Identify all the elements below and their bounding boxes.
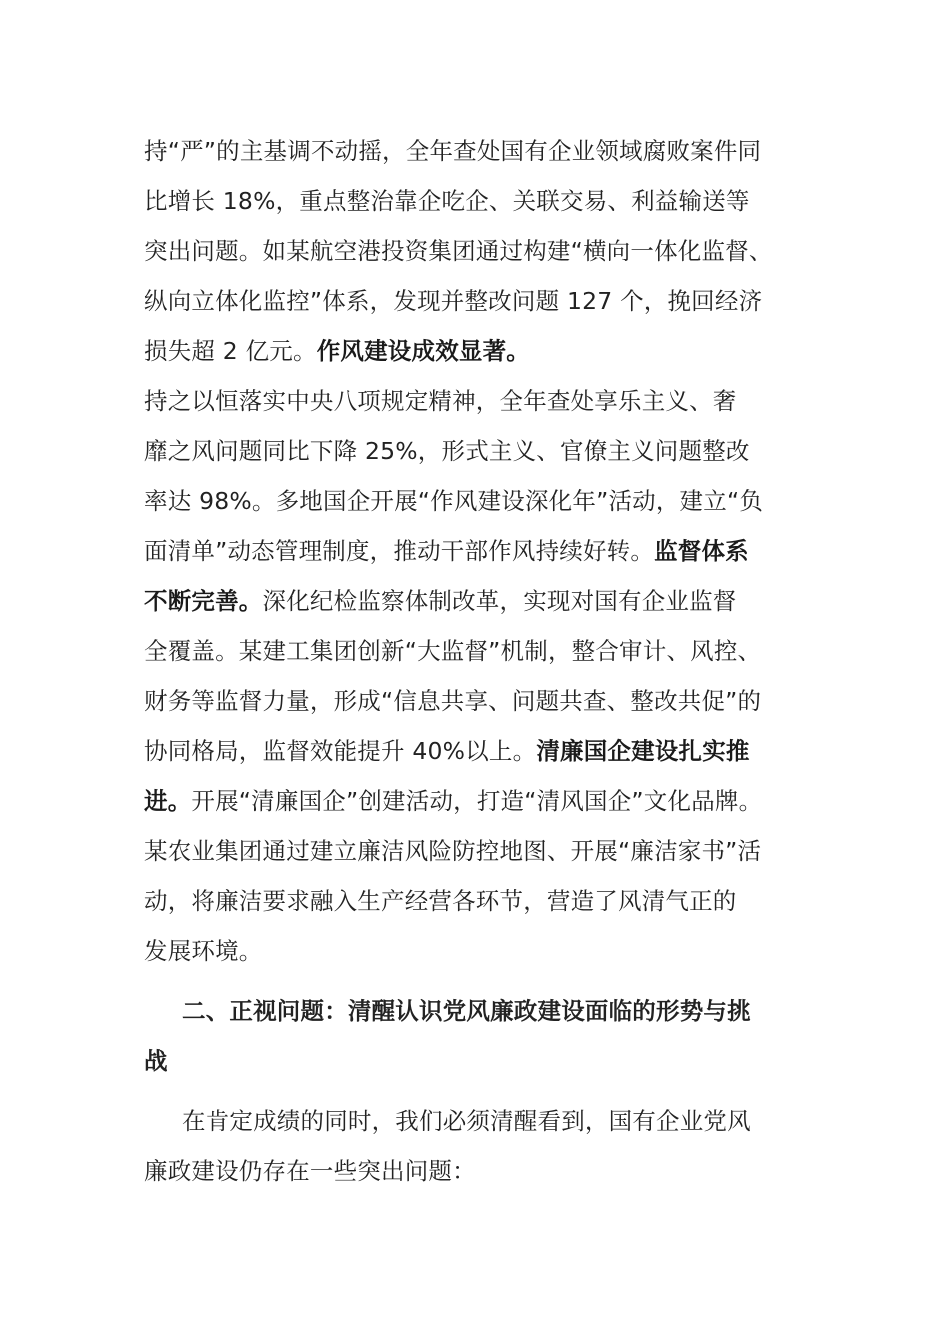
paragraph-line: 持之以恒落实中央八项规定精神，全年查处享乐主义、奢 <box>144 387 737 415</box>
paragraph-text: 深化纪检监察体制改革，实现对国有企业监督 <box>262 587 737 615</box>
section-heading: 战 <box>144 1047 168 1075</box>
paragraph-line: 持“严”的主基调不动摇，全年查处国有企业领域腐败案件同 <box>144 137 762 165</box>
paragraph-line: 突出问题。如某航空港投资集团通过构建“横向一体化监督、 <box>144 237 773 265</box>
paragraph-text: 面清单”动态管理制度，推动干部作风持续好转。 <box>144 537 655 565</box>
paragraph-line: 比增长 18%，重点整治靠企吃企、关联交易、利益输送等 <box>144 187 750 215</box>
paragraph-line: 财务等监督力量，形成“信息共享、问题共查、整改共促”的 <box>144 687 762 715</box>
paragraph-line <box>144 776 762 826</box>
paragraph-text: 损失超 2 亿元。 <box>144 337 317 365</box>
paragraph-line <box>144 726 750 776</box>
paragraph-line <box>144 526 749 576</box>
paragraph-line <box>144 576 737 626</box>
paragraph-line: 全覆盖。某建工集团创新“大监督”机制，整合审计、风控、 <box>144 637 762 665</box>
paragraph-line: 率达 98%。多地国企开展“作风建设深化年”活动，建立“负 <box>144 487 764 515</box>
bold-subheading: 进。 <box>144 787 192 815</box>
paragraph-text: 开展“清廉国企”创建活动，打造“清风国企”文化品牌。 <box>191 787 763 815</box>
bold-subheading: 清廉国企建设扎实推 <box>536 737 750 765</box>
section-heading: 二、正视问题：清醒认识党风廉政建设面临的形势与挑 <box>182 997 751 1025</box>
paragraph-line: 发展环境。 <box>144 937 263 965</box>
paragraph-line: 动，将廉洁要求融入生产经营各环节，营造了风清气正的 <box>144 887 737 915</box>
paragraph-line: 某农业集团通过建立廉洁风险防控地图、开展“廉洁家书”活 <box>144 837 762 865</box>
paragraph-line <box>144 326 530 376</box>
paragraph-line: 靡之风问题同比下降 25%，形式主义、官僚主义问题整改 <box>144 437 750 465</box>
paragraph-line: 在肯定成绩的同时，我们必须清醒看到，国有企业党风 <box>182 1107 751 1135</box>
bold-subheading: 监督体系 <box>654 537 749 565</box>
paragraph-text: 协同格局，监督效能提升 40%以上。 <box>144 737 537 765</box>
paragraph-line: 纵向立体化监控”体系，发现并整改问题 127 个，挽回经济 <box>144 287 763 315</box>
bold-subheading: 作风建设成效显著。 <box>316 337 531 365</box>
bold-subheading: 不断完善。 <box>144 587 263 615</box>
paragraph-line: 廉政建设仍存在一些突出问题： <box>144 1157 476 1185</box>
